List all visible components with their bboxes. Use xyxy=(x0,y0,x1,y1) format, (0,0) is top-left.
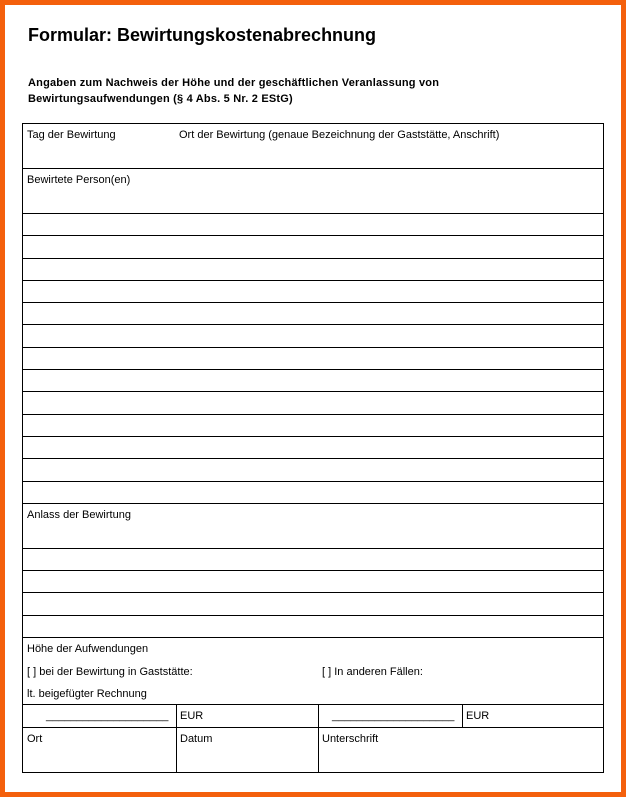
ort-label: Ort der Bewirtung (genaue Bezeichnung der Gaststätte, Anschrift) xyxy=(179,129,500,141)
betrag-andere-field[interactable] xyxy=(318,705,462,727)
sig-ort-label: Ort xyxy=(27,733,43,746)
blank-line[interactable] xyxy=(23,482,603,504)
page-title: Formular: Bewirtungskostenabrechnung xyxy=(28,25,377,45)
row-hoehe xyxy=(23,638,603,705)
row-anlass[interactable] xyxy=(23,504,603,549)
betrag-gaststaette-line: ____________________ xyxy=(46,710,169,723)
hoehe-label: Höhe der Aufwendungen xyxy=(27,643,149,656)
anlass-label: Anlass der Bewirtung xyxy=(27,508,131,521)
personen-label: Bewirtete Person(en) xyxy=(27,174,131,186)
currency-label-2: EUR xyxy=(466,710,490,723)
blank-line[interactable] xyxy=(23,392,603,414)
betrag-gaststaette-field[interactable] xyxy=(23,705,176,727)
blank-line[interactable] xyxy=(23,348,603,370)
blank-line[interactable] xyxy=(23,459,603,481)
option-andere[interactable]: [ ] In anderen Fällen: xyxy=(322,666,423,679)
currency-cell-1 xyxy=(176,705,318,727)
blank-line[interactable] xyxy=(23,214,603,236)
blank-line[interactable] xyxy=(23,415,603,437)
bewirtung-form xyxy=(22,123,604,773)
blank-line[interactable] xyxy=(23,281,603,303)
intro-line-2: Bewirtungsaufwendungen (§ 4 Abs. 5 Nr. 2 EStG) xyxy=(28,93,293,105)
blank-line[interactable] xyxy=(23,259,603,281)
ort-field[interactable] xyxy=(23,728,176,772)
betrag-andere-line: ____________________ xyxy=(332,710,455,723)
unterschrift-field[interactable] xyxy=(318,728,603,772)
row-tag-ort[interactable] xyxy=(23,124,603,169)
blank-line[interactable] xyxy=(23,370,603,392)
blank-line[interactable] xyxy=(23,549,603,571)
row-betrag xyxy=(23,705,603,728)
sig-datum-label: Datum xyxy=(180,733,213,746)
blank-line[interactable] xyxy=(23,325,603,347)
blank-line[interactable] xyxy=(23,437,603,459)
blank-line[interactable] xyxy=(23,236,603,258)
rechnung-label: lt. beigefügter Rechnung xyxy=(27,688,147,701)
intro-line-1: Angaben zum Nachweis der Höhe und der geschäftlichen Veranlassung von xyxy=(28,77,440,89)
row-unterschrift xyxy=(23,728,603,772)
currency-cell-2 xyxy=(462,705,603,727)
row-personen[interactable] xyxy=(23,169,603,214)
sig-unterschrift-label: Unterschrift xyxy=(322,733,379,746)
blank-line[interactable] xyxy=(23,571,603,593)
blank-line[interactable] xyxy=(23,616,603,638)
option-gaststaette[interactable]: [ ] bei der Bewirtung in Gaststätte: xyxy=(27,666,193,679)
datum-field[interactable] xyxy=(176,728,318,772)
tag-label: Tag der Bewirtung xyxy=(27,129,116,141)
currency-label-1: EUR xyxy=(180,710,204,723)
blank-line[interactable] xyxy=(23,303,603,325)
intro-text xyxy=(28,75,439,107)
blank-line[interactable] xyxy=(23,593,603,615)
